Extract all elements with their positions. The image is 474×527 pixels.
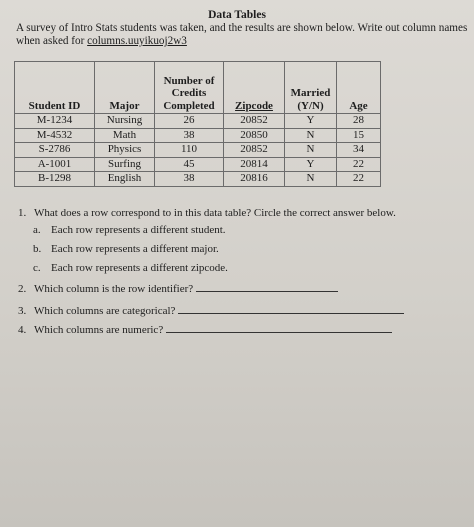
cell-major: Nursing — [95, 114, 155, 129]
header-credits: Number of Credits Completed — [155, 62, 224, 114]
cell-married: Y — [285, 157, 337, 172]
header-major: Major — [95, 62, 155, 114]
cell-student-id: M-4532 — [15, 128, 95, 143]
option-letter: b. — [33, 243, 42, 255]
table-row — [15, 128, 381, 143]
answer-blank[interactable] — [196, 281, 338, 292]
question-text: What does a row correspond to in this data table? Circle the correct answer below. — [34, 207, 396, 219]
option-a[interactable] — [33, 224, 226, 236]
intro-paragraph — [16, 22, 470, 48]
table-row — [15, 157, 381, 172]
header-married: Married (Y/N) — [285, 62, 337, 114]
table-row — [15, 143, 381, 158]
cell-student-id: S-2786 — [15, 143, 95, 158]
cell-age: 28 — [337, 114, 381, 129]
question-text: Which columns are numeric? — [34, 324, 164, 336]
cell-student-id: B-1298 — [15, 172, 95, 187]
question-number: 4. — [18, 324, 27, 336]
cell-major: Math — [95, 128, 155, 143]
cell-major: English — [95, 172, 155, 187]
cell-credits: 26 — [155, 114, 224, 129]
cell-credits: 38 — [155, 172, 224, 187]
option-text: Each row represents a different major. — [51, 243, 219, 255]
question-4 — [18, 322, 392, 336]
option-letter: a. — [33, 224, 41, 236]
cell-zipcode: 20814 — [224, 157, 285, 172]
header-age: Age — [337, 62, 381, 114]
cell-married: N — [285, 143, 337, 158]
answer-blank[interactable] — [178, 303, 404, 314]
question-text: Which column is the row identifier? — [34, 283, 194, 295]
header-student-id: Student ID — [15, 62, 95, 114]
question-3 — [18, 303, 404, 317]
table-header-row — [15, 62, 381, 114]
option-c[interactable] — [33, 262, 228, 274]
question-number: 2. — [18, 283, 27, 295]
cell-zipcode: 20850 — [224, 128, 285, 143]
cell-credits: 38 — [155, 128, 224, 143]
table-row — [15, 114, 381, 129]
cell-age: 15 — [337, 128, 381, 143]
option-text: Each row represents a different zipcode. — [51, 262, 228, 274]
question-number: 3. — [18, 305, 27, 317]
option-b[interactable] — [33, 243, 219, 255]
cell-zipcode: 20816 — [224, 172, 285, 187]
intro-text: A survey of Intro Stats students was taken, and the results are shown below. Write out column names when asked for — [16, 22, 468, 47]
question-1 — [18, 207, 396, 219]
cell-student-id: A-1001 — [15, 157, 95, 172]
cell-zipcode: 20852 — [224, 143, 285, 158]
intro-link: columns.uuyikuoj2w3 — [87, 35, 187, 47]
question-text: Which columns are categorical? — [34, 305, 176, 317]
cell-major: Surfing — [95, 157, 155, 172]
table-row — [15, 172, 381, 187]
cell-age: 34 — [337, 143, 381, 158]
header-zipcode-label: Zipcode — [235, 99, 273, 112]
question-2 — [18, 281, 338, 295]
answer-blank[interactable] — [166, 322, 392, 333]
header-zipcode — [224, 62, 285, 114]
option-text: Each row represents a different student. — [51, 224, 226, 236]
cell-credits: 45 — [155, 157, 224, 172]
cell-student-id: M-1234 — [15, 114, 95, 129]
cell-age: 22 — [337, 172, 381, 187]
option-letter: c. — [33, 262, 41, 274]
data-table — [14, 61, 381, 187]
cell-married: N — [285, 172, 337, 187]
cell-age: 22 — [337, 157, 381, 172]
cell-married: Y — [285, 114, 337, 129]
cell-credits: 110 — [155, 143, 224, 158]
document-title: Data Tables — [208, 9, 266, 21]
cell-zipcode: 20852 — [224, 114, 285, 129]
question-number: 1. — [18, 207, 27, 219]
cell-major: Physics — [95, 143, 155, 158]
cell-married: N — [285, 128, 337, 143]
